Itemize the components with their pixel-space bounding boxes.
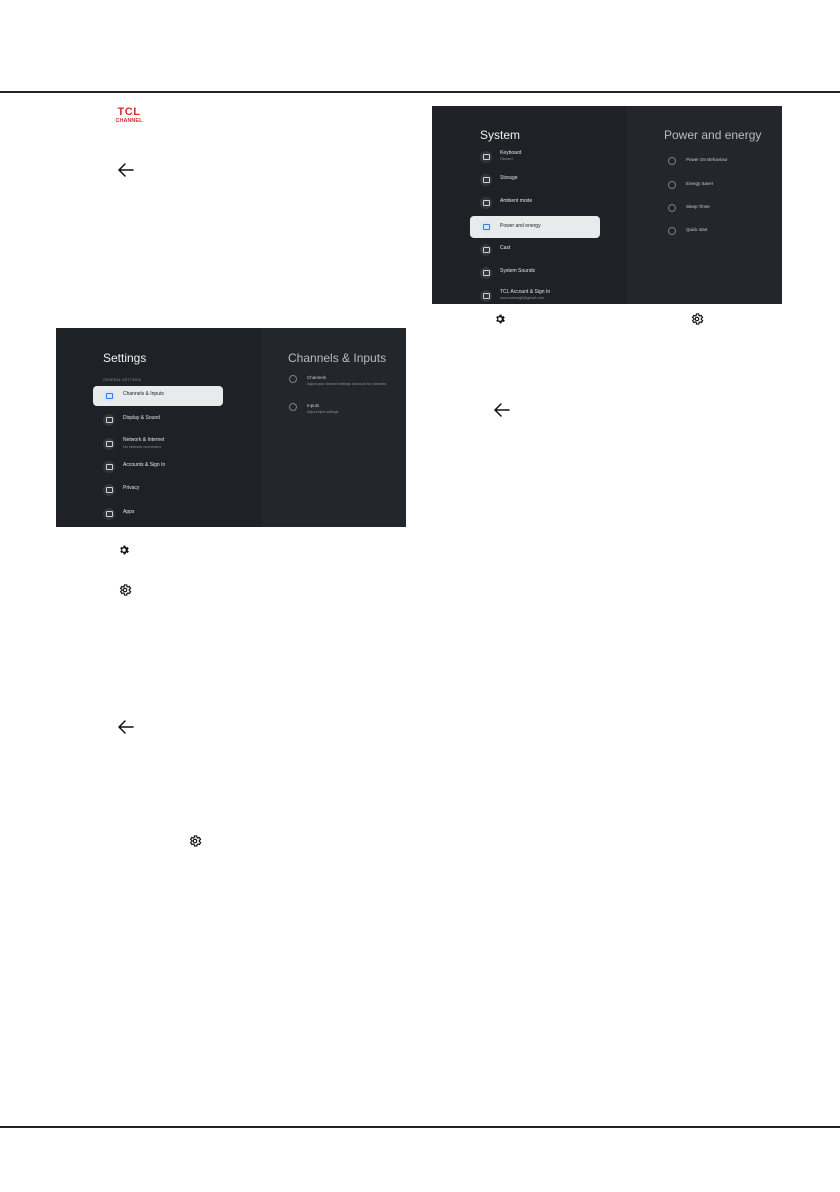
menu-item-label: Keyboard — [500, 150, 522, 156]
top-rule — [0, 91, 840, 93]
keyboard-icon — [480, 151, 492, 163]
back-arrow-icon — [494, 403, 510, 417]
back-arrow-icon — [118, 720, 134, 734]
menu-item-sub: No network connected — [123, 445, 161, 449]
option-quick-start[interactable] — [668, 227, 768, 237]
menu-item-label: Ambient mode — [500, 198, 533, 204]
channels-option-icon — [289, 375, 297, 383]
menu-item-accounts-sign-in[interactable] — [93, 457, 223, 477]
screen-title: System — [480, 128, 521, 142]
power-icon — [668, 227, 676, 235]
menu-item-display-sound[interactable] — [93, 410, 223, 430]
option-channels[interactable] — [289, 375, 399, 391]
bottom-rule — [0, 1126, 840, 1128]
apps-icon — [103, 508, 115, 520]
inputs-option-icon — [289, 403, 297, 411]
menu-item-keyboard[interactable] — [470, 147, 600, 167]
channels-icon — [103, 390, 115, 402]
system-screenshot — [432, 106, 782, 304]
option-label: Inputs — [307, 403, 320, 408]
menu-item-network-internet[interactable] — [93, 434, 223, 454]
menu-item-system-sounds[interactable] — [470, 263, 600, 283]
option-label: Energy Saver — [686, 181, 714, 186]
menu-item-power-energy[interactable] — [470, 216, 600, 238]
option-inputs[interactable] — [289, 403, 399, 417]
tcl-channel-logo — [112, 107, 146, 125]
option-energy-saver[interactable] — [668, 181, 768, 191]
screen-title: Settings — [103, 351, 147, 365]
menu-item-ambient-mode[interactable] — [470, 193, 600, 213]
clock-icon — [668, 204, 676, 212]
settings-ring-icon — [118, 583, 132, 597]
section-label: GENERAL SETTINGS — [103, 378, 142, 382]
menu-item-sub: Gboard — [500, 157, 513, 161]
right-pane-title: Power and energy — [664, 128, 762, 142]
menu-item-apps[interactable] — [93, 504, 223, 524]
power-icon — [668, 157, 676, 165]
menu-item-label: TCL Account & Sign In — [500, 289, 551, 295]
option-sub: Adjust input settings — [307, 410, 339, 414]
power-energy-icon — [480, 221, 492, 233]
settings-screenshot — [56, 328, 406, 527]
wifi-icon — [103, 438, 115, 450]
privacy-icon — [103, 484, 115, 496]
settings-ring-icon — [690, 312, 704, 326]
sound-icon — [480, 267, 492, 279]
settings-gear-icon — [494, 313, 506, 325]
menu-item-label: Accounts & Sign In — [123, 462, 166, 468]
menu-item-label: Apps — [123, 509, 135, 515]
option-power-on-behaviour[interactable] — [668, 157, 768, 167]
menu-item-label: Cast — [500, 245, 511, 251]
option-label: Sleep Timer — [686, 204, 711, 209]
menu-item-label: System Sounds — [500, 268, 536, 274]
back-arrow-icon — [118, 163, 134, 177]
menu-item-label: Power and energy — [500, 223, 541, 229]
cast-icon — [480, 244, 492, 256]
settings-gear-icon — [118, 544, 130, 556]
menu-item-privacy[interactable] — [93, 480, 223, 500]
menu-item-label: Storage — [500, 175, 518, 181]
menu-item-storage[interactable] — [470, 170, 600, 190]
menu-item-tcl-account[interactable] — [470, 286, 600, 304]
menu-item-cast[interactable] — [470, 240, 600, 260]
option-label: Channels — [307, 375, 327, 380]
option-label: Quick start — [686, 227, 708, 232]
menu-item-label: Channels & Inputs — [123, 391, 164, 397]
option-sub: Adjust your channel settings and scan for channels. — [307, 382, 387, 386]
menu-item-label: Display & Sound — [123, 415, 160, 421]
menu-item-label: Privacy — [123, 485, 140, 491]
logo-line-2: CHANNEL — [115, 118, 143, 124]
display-icon — [103, 414, 115, 426]
settings-ring-icon — [188, 834, 202, 848]
menu-item-sub: swcountsmgfl@gmail.com — [500, 296, 545, 300]
account-icon — [103, 461, 115, 473]
option-label: Power On Behaviour — [686, 157, 728, 162]
account-icon — [480, 290, 492, 302]
menu-item-label: Network & Internet — [123, 437, 165, 443]
option-sleep-timer[interactable] — [668, 204, 768, 214]
menu-item-channels-inputs[interactable] — [93, 386, 223, 406]
ambient-icon — [480, 197, 492, 209]
right-pane-title: Channels & Inputs — [288, 351, 387, 365]
storage-icon — [480, 174, 492, 186]
energy-icon — [668, 181, 676, 189]
logo-line-1: TCL — [117, 106, 141, 118]
